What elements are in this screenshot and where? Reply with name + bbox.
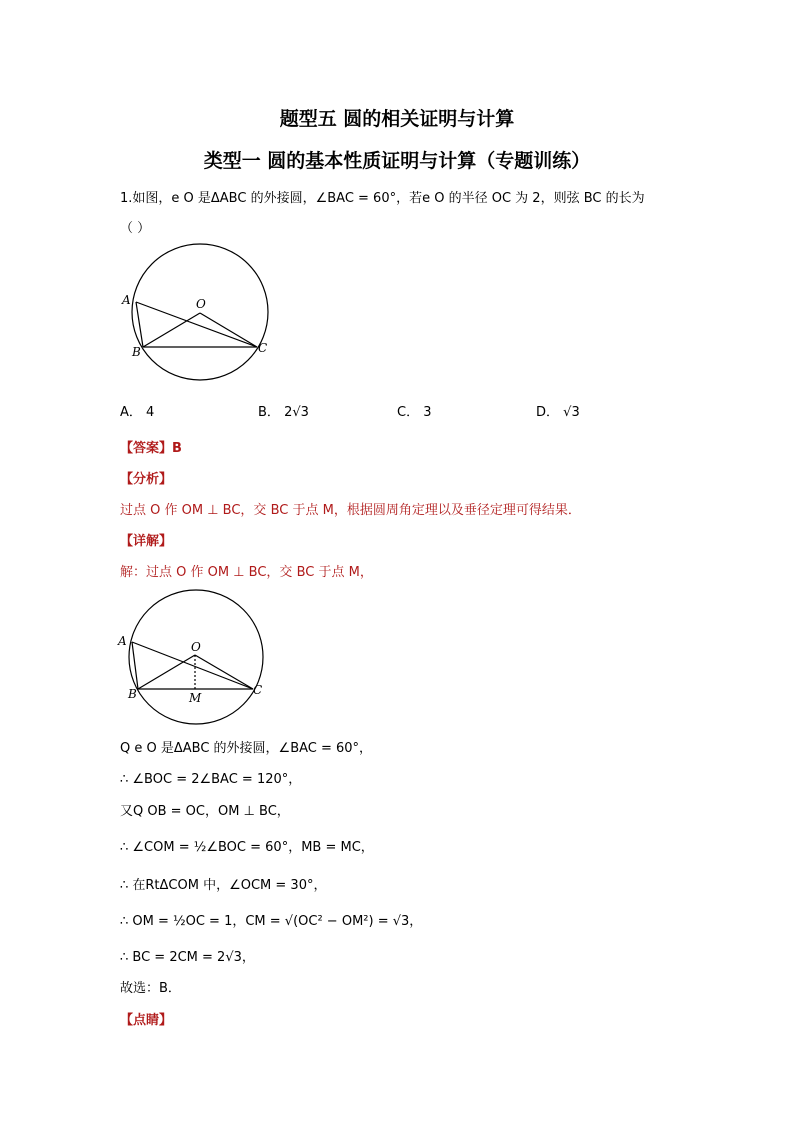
- circle-o: [132, 244, 268, 380]
- step-1: Q e O 是ΔABC 的外接圆，∠BAC = 60°，: [120, 741, 373, 756]
- option-b-value: 2√3: [284, 405, 309, 420]
- label-a: A: [122, 293, 131, 307]
- segment-ab: [136, 302, 143, 347]
- option-d-value: √3: [563, 405, 580, 420]
- step-5: ∴ 在RtΔCOM 中，∠OCM = 30°，: [120, 878, 327, 893]
- option-b: [258, 401, 309, 420]
- option-d-key: D．: [536, 405, 560, 420]
- step-2: ∴ ∠BOC = 2∠BAC = 120°，: [120, 772, 302, 787]
- figure-1: [110, 240, 280, 385]
- option-a-value: 4: [146, 405, 155, 420]
- answer-value: B: [172, 441, 182, 456]
- step-8: 故选：B．: [120, 981, 181, 996]
- segment-ob: [143, 313, 200, 347]
- figure-2: [110, 585, 280, 730]
- step-4: ∴ ∠COM = ½∠BOC = 60°，MB = MC，: [120, 840, 374, 855]
- option-c: [397, 401, 432, 420]
- option-c-value: 3: [423, 405, 432, 420]
- analysis-label: 【分析】: [120, 472, 173, 487]
- label-o: O: [196, 297, 206, 311]
- page-subtitle: 类型一 圆的基本性质证明与计算（专题训练）: [203, 150, 591, 172]
- analysis-text: 过点 O 作 OM ⊥ BC，交 BC 于点 M，根据圆周角定理以及垂径定理可得结果．: [120, 503, 581, 518]
- option-d: [536, 401, 580, 420]
- question-blank: （ ）: [120, 221, 151, 236]
- detail-intro: 解：过点 O 作 OM ⊥ BC，交 BC 于点 M，: [120, 565, 373, 580]
- question-text: 1.如图，e O 是ΔABC 的外接圆，∠BAC = 60°，若e O 的半径 OC 为 2，则弦 BC 的长为: [120, 191, 645, 206]
- segment-ab: [132, 642, 138, 689]
- segment-oc: [200, 313, 257, 347]
- option-a: [120, 401, 154, 420]
- comment-label: 【点睛】: [120, 1013, 173, 1028]
- label-c: C: [258, 341, 268, 355]
- detail-label: 【详解】: [120, 534, 173, 549]
- step-7: ∴ BC = 2CM = 2√3，: [120, 950, 255, 965]
- option-b-key: B．: [258, 405, 280, 420]
- label-c: C: [253, 683, 263, 697]
- segment-oc: [195, 655, 253, 689]
- option-a-key: A．: [120, 405, 142, 420]
- step-6: ∴ OM = ½OC = 1，CM = √(OC² − OM²) = √3，: [120, 914, 423, 929]
- label-b: B: [128, 687, 137, 701]
- label-o: O: [191, 640, 201, 654]
- option-c-key: C．: [397, 405, 420, 420]
- label-b: B: [132, 345, 141, 359]
- segment-ob: [138, 655, 195, 689]
- label-m: M: [189, 691, 202, 705]
- page-title: 题型五 圆的相关证明与计算: [279, 108, 515, 130]
- answer-label: 【答案】: [120, 441, 173, 456]
- step-3: 又Q OB = OC，OM ⊥ BC，: [120, 804, 290, 819]
- label-a: A: [118, 634, 127, 648]
- answer: [120, 437, 182, 456]
